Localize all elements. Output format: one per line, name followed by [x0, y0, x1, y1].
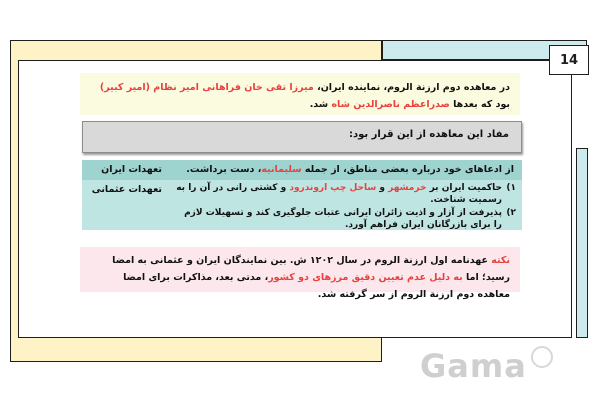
- list-item-text: پذیرفت از آزار و اذیت زائران ایرانی عتبات جلوگیری کند و تسهیلات لازم را برای بازرگانان ایران فراهم آورد.: [184, 208, 502, 230]
- frame-teal-right-bar: [576, 148, 588, 338]
- item-1-highlight-khorramshahr: خرمشهر: [388, 183, 427, 193]
- watermark-logo-icon: [531, 346, 553, 368]
- list-item: [170, 182, 522, 206]
- ottoman-commitments-header: تعهدات عثمانی: [82, 180, 170, 230]
- note-text-1: عهدنامه اول ارزنة الروم در سال ۱۲۰۲ ش. بین نمایندگان ایران و عثمانی به امضا رسید؛ اما: [112, 255, 510, 283]
- list-item: [170, 207, 522, 231]
- gama-watermark: [420, 347, 580, 385]
- iran-commitment-text-b: ، دست برداشت.: [186, 164, 262, 175]
- list-item-number: ۲): [506, 208, 516, 218]
- note-highlight: به دلیل عدم تعیین دقیق مرزهای دو کشور: [268, 272, 463, 283]
- list-item-number: ۱): [506, 183, 516, 193]
- note-box: [80, 247, 520, 300]
- item-1-text-b: و: [376, 183, 389, 193]
- list-item-text: [176, 182, 502, 206]
- item-1-highlight-arvandrud: ساحل چپ اروندرود: [289, 183, 377, 193]
- intro-text-3: شد.: [309, 99, 332, 110]
- treaty-terms-heading: مفاد این معاهده از این قرار بود:: [82, 121, 522, 153]
- note-label: نکته: [491, 255, 510, 266]
- watermark-text: Gama: [420, 347, 527, 385]
- intro-text-2: بود که بعدها: [449, 99, 510, 110]
- intro-text-1: در معاهده دوم ارزنة الروم، نماینده ایران،: [313, 82, 510, 93]
- note-text-2: ، مدتی بعد، مذاکرات برای امضا معاهده دوم ارزنة الروم از سر گرفته شد.: [123, 272, 510, 300]
- item-1-text-a: حاکمیت ایران بر: [426, 183, 502, 193]
- iran-commitment-highlight-soleimaniyeh: سلیمانیه: [261, 164, 302, 175]
- intro-paragraph: [80, 73, 520, 115]
- iran-commitments-header: تعهدات ایران: [82, 160, 170, 180]
- iran-commitments-cell: [170, 160, 522, 180]
- intro-highlight-sadr-azam: صدراعظم ناصرالدین شاه: [331, 99, 450, 110]
- ottoman-commitments-cell: [170, 180, 522, 230]
- page-number: 14: [549, 45, 589, 75]
- commitments-table: [82, 160, 522, 230]
- intro-highlight-amir-kabir: میرزا تقی خان فراهانی امیر نظام (امیر کبیر): [99, 82, 314, 93]
- iran-commitment-text-a: از ادعاهای خود درباره بعضی مناطق، از جمله: [301, 164, 514, 175]
- item-1-text-c: و کشتی رانی در آن را به رسمیت شناخت.: [176, 183, 502, 205]
